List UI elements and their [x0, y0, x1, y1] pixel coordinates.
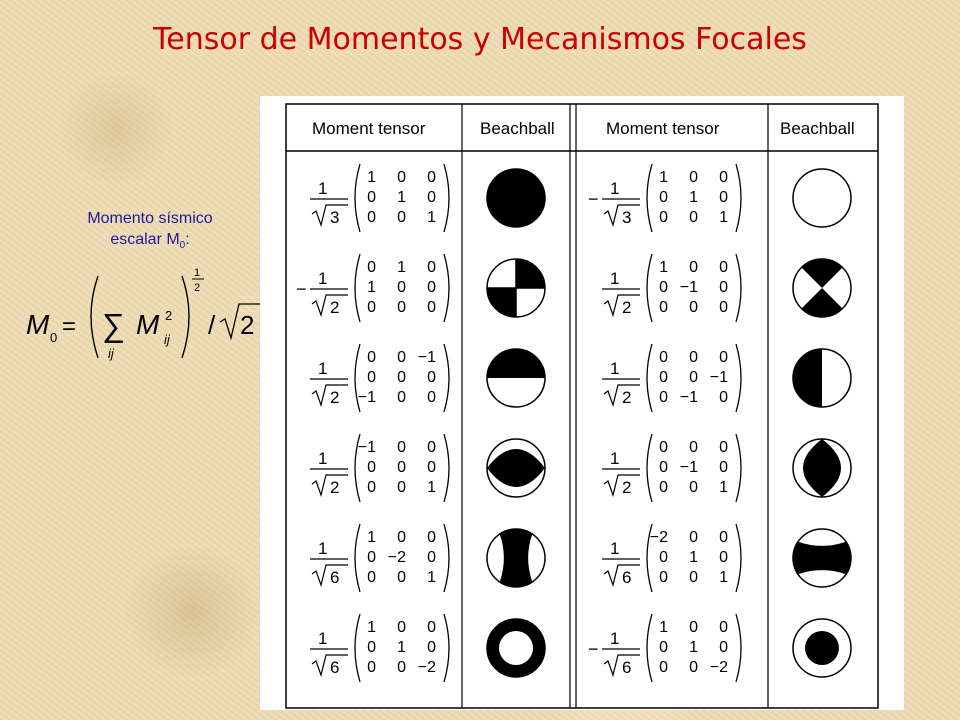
right-fraction-numerator-3: 1: [610, 359, 620, 378]
left-matrix-cell-3-2-3: 0: [427, 369, 436, 386]
right-matrix-cell-5-2-3: 0: [719, 549, 728, 566]
left-fraction-numerator-6: 1: [318, 629, 328, 648]
left-matrix-cell-2-3-3: 0: [427, 299, 436, 316]
right-matrix-cell-2-1-1: 1: [659, 259, 668, 276]
left-matrix-cell-2-3-2: 0: [397, 299, 406, 316]
formula-exponent-denominator: 2: [194, 282, 201, 294]
right-matrix-cell-2-2-2: −1: [679, 279, 698, 296]
right-matrix-cell-1-1-2: 0: [689, 169, 698, 186]
left-beachball-2-upper-right-quadrant: [516, 259, 545, 288]
formula-sum-index: ij: [108, 346, 114, 361]
formula-m-superscript: 2: [165, 308, 173, 323]
left-fraction-numerator-3: 1: [318, 359, 328, 378]
right-matrix-right-bracket-3: [736, 344, 741, 412]
right-matrix-cell-2-1-2: 0: [689, 259, 698, 276]
left-beachball-1-disc: [487, 169, 545, 227]
right-matrix-cell-5-1-3: 0: [719, 529, 728, 546]
right-matrix-cell-6-1-1: 1: [659, 619, 668, 636]
moment-label-line2-text: escalar M: [110, 231, 180, 248]
formula-sqrt-argument: 2: [240, 310, 255, 340]
formula-m-ij-subscript: ij: [164, 332, 170, 347]
left-matrix-cell-1-2-3: 0: [427, 189, 436, 206]
left-matrix-cell-4-1-1: −1: [357, 439, 376, 456]
left-matrix-cell-3-3-1: −1: [357, 389, 376, 406]
right-matrix-cell-5-1-1: −2: [649, 529, 668, 546]
left-matrix-right-bracket-3: [444, 344, 449, 412]
left-matrix-left-bracket-6: [355, 614, 360, 682]
left-matrix-cell-5-2-3: 0: [427, 549, 436, 566]
left-beachball-1: [487, 169, 545, 227]
right-matrix-cell-2-1-3: 0: [719, 259, 728, 276]
left-matrix-cell-3-2-2: 0: [397, 369, 406, 386]
left-matrix-cell-5-2-1: 0: [367, 549, 376, 566]
right-sqrt-argument-4: 2: [622, 478, 632, 497]
left-matrix-cell-1-3-3: 1: [427, 209, 436, 226]
right-matrix-cell-1-2-1: 0: [659, 189, 668, 206]
left-sqrt-argument-6: 6: [330, 658, 340, 677]
right-matrix-cell-5-1-2: 0: [689, 529, 698, 546]
left-matrix-cell-1-3-2: 0: [397, 209, 406, 226]
left-beachball-6: [487, 619, 545, 677]
left-matrix-cell-6-3-1: 0: [367, 659, 376, 676]
right-matrix-cell-6-2-1: 0: [659, 639, 668, 656]
formula-sum: ∑: [102, 307, 125, 343]
right-matrix-cell-6-1-3: 0: [719, 619, 728, 636]
right-fraction-numerator-5: 1: [610, 539, 620, 558]
formula-equals: =: [62, 313, 77, 340]
left-matrix-cell-6-1-2: 0: [397, 619, 406, 636]
right-beachball-2: [793, 259, 851, 317]
right-matrix-left-bracket-6: [647, 614, 652, 682]
right-matrix-right-bracket-4: [736, 434, 741, 502]
left-matrix-right-bracket-4: [444, 434, 449, 502]
header-beachball-right: Beachball: [780, 119, 855, 138]
left-matrix-cell-2-2-1: 1: [367, 279, 376, 296]
right-matrix-right-bracket-2: [736, 254, 741, 322]
right-matrix-cell-1-1-3: 0: [719, 169, 728, 186]
left-matrix-right-bracket-5: [444, 524, 449, 592]
right-matrix-cell-6-3-2: 0: [689, 659, 698, 676]
right-matrix-cell-4-1-3: 0: [719, 439, 728, 456]
left-beachball-6-inner-hole: [499, 631, 533, 665]
right-matrix-cell-2-2-3: 0: [719, 279, 728, 296]
right-matrix-cell-2-3-3: 0: [719, 299, 728, 316]
right-tensor-row-6: [588, 614, 741, 682]
left-matrix-cell-2-2-3: 0: [427, 279, 436, 296]
right-matrix-cell-1-2-2: 1: [689, 189, 698, 206]
left-fraction-numerator-5: 1: [318, 539, 328, 558]
right-sqrt-argument-3: 2: [622, 388, 632, 407]
left-tensor-row-3: [310, 344, 449, 412]
left-matrix-cell-5-1-3: 0: [427, 529, 436, 546]
left-matrix-cell-4-2-1: 0: [367, 459, 376, 476]
left-matrix-cell-3-3-2: 0: [397, 389, 406, 406]
left-beachball-5: [487, 529, 545, 587]
left-matrix-cell-4-3-1: 0: [367, 479, 376, 496]
right-matrix-left-bracket-3: [647, 344, 652, 412]
right-matrix-cell-3-3-2: −1: [679, 389, 698, 406]
right-matrix-cell-3-2-3: −1: [709, 369, 728, 386]
right-beachball-4: [793, 439, 851, 497]
left-matrix-cell-3-1-2: 0: [397, 349, 406, 366]
left-matrix-cell-3-2-1: 0: [367, 369, 376, 386]
moment-tensor-table-graphic: [260, 96, 904, 710]
right-matrix-cell-1-3-3: 1: [719, 209, 728, 226]
left-beachball-2-lower-left-quadrant: [487, 288, 516, 317]
left-matrix-cell-4-1-3: 0: [427, 439, 436, 456]
left-tensor-row-4: [310, 434, 449, 502]
formula-m: M: [26, 309, 50, 340]
left-beachball-2: [487, 259, 545, 317]
right-matrix-cell-3-1-3: 0: [719, 349, 728, 366]
left-beachball-5-band: [500, 529, 533, 587]
left-beachball-3: [487, 349, 545, 407]
right-matrix-cell-1-1-1: 1: [659, 169, 668, 186]
right-matrix-cell-4-2-2: −1: [679, 459, 698, 476]
right-beachball-6-center-dot: [805, 631, 839, 665]
left-matrix-cell-5-1-1: 1: [367, 529, 376, 546]
right-matrix-cell-5-2-1: 0: [659, 549, 668, 566]
left-matrix-cell-3-3-3: 0: [427, 389, 436, 406]
right-matrix-cell-5-3-1: 0: [659, 569, 668, 586]
right-matrix-cell-6-3-1: 0: [659, 659, 668, 676]
right-matrix-cell-4-1-1: 0: [659, 439, 668, 456]
right-beachball-3-left-half: [793, 349, 822, 407]
left-matrix-cell-5-3-3: 1: [427, 569, 436, 586]
left-matrix-cell-6-3-3: −2: [417, 659, 436, 676]
left-matrix-right-bracket-2: [444, 254, 449, 322]
moment-label-line1: Momento sísmico: [87, 210, 213, 227]
right-matrix-left-bracket-4: [647, 434, 652, 502]
right-tensor-row-5: [602, 524, 741, 592]
left-tensor-row-1: [310, 164, 449, 232]
moment-label: [40, 208, 260, 256]
left-matrix-cell-2-3-1: 0: [367, 299, 376, 316]
right-beachball-1: [793, 169, 851, 227]
left-sqrt-argument-5: 6: [330, 568, 340, 587]
right-matrix-cell-4-3-1: 0: [659, 479, 668, 496]
left-matrix-cell-1-2-2: 1: [397, 189, 406, 206]
right-matrix-cell-3-3-1: 0: [659, 389, 668, 406]
left-tensor-row-6: [310, 614, 449, 682]
header-moment-tensor-left: Moment tensor: [312, 119, 426, 138]
right-matrix-cell-4-2-1: 0: [659, 459, 668, 476]
formula-m-subscript: 0: [50, 330, 58, 345]
left-matrix-cell-5-2-2: −2: [387, 549, 406, 566]
left-matrix-cell-1-1-2: 0: [397, 169, 406, 186]
right-matrix-cell-6-2-3: 0: [719, 639, 728, 656]
right-fraction-numerator-4: 1: [610, 449, 620, 468]
right-sign-1: −: [588, 189, 599, 209]
right-matrix-cell-4-3-2: 0: [689, 479, 698, 496]
left-matrix-cell-4-3-2: 0: [397, 479, 406, 496]
right-tensor-row-2: [602, 254, 741, 322]
left-tensor-row-5: [310, 524, 449, 592]
right-matrix-cell-4-3-3: 1: [719, 479, 728, 496]
left-matrix-right-bracket-6: [444, 614, 449, 682]
left-matrix-left-bracket-1: [355, 164, 360, 232]
right-sqrt-argument-5: 6: [622, 568, 632, 587]
right-matrix-cell-6-2-2: 1: [689, 639, 698, 656]
right-tensor-row-4: [602, 434, 741, 502]
right-fraction-numerator-2: 1: [610, 269, 620, 288]
left-matrix-cell-2-1-2: 1: [397, 259, 406, 276]
right-matrix-cell-4-2-3: 0: [719, 459, 728, 476]
moment-label-subscript: 0: [179, 240, 186, 252]
right-sqrt-argument-6: 6: [622, 658, 632, 677]
left-matrix-cell-4-2-2: 0: [397, 459, 406, 476]
header-beachball-left: Beachball: [480, 119, 555, 138]
right-beachball-1-disc: [793, 169, 851, 227]
right-matrix-cell-2-2-1: 0: [659, 279, 668, 296]
left-matrix-cell-2-2-2: 0: [397, 279, 406, 296]
left-sqrt-argument-1: 3: [330, 208, 340, 227]
left-fraction-numerator-2: 1: [318, 269, 328, 288]
right-sqrt-argument-1: 3: [622, 208, 632, 227]
left-matrix-cell-6-3-2: 0: [397, 659, 406, 676]
formula-divide: /: [208, 310, 216, 340]
right-matrix-cell-6-1-2: 0: [689, 619, 698, 636]
right-matrix-cell-6-3-3: −2: [709, 659, 728, 676]
right-fraction-numerator-1: 1: [610, 179, 620, 198]
left-matrix-cell-5-3-2: 0: [397, 569, 406, 586]
left-matrix-cell-6-2-2: 1: [397, 639, 406, 656]
left-matrix-cell-2-1-1: 0: [367, 259, 376, 276]
left-matrix-cell-6-2-3: 0: [427, 639, 436, 656]
left-matrix-cell-3-1-1: 0: [367, 349, 376, 366]
formula-exponent-numerator: 1: [194, 267, 201, 279]
left-matrix-cell-4-1-2: 0: [397, 439, 406, 456]
left-matrix-cell-5-1-2: 0: [397, 529, 406, 546]
left-matrix-cell-2-1-3: 0: [427, 259, 436, 276]
right-matrix-cell-5-2-2: 1: [689, 549, 698, 566]
left-matrix-cell-1-2-1: 0: [367, 189, 376, 206]
right-matrix-cell-1-3-2: 0: [689, 209, 698, 226]
left-sqrt-argument-3: 2: [330, 388, 340, 407]
right-matrix-cell-3-3-3: 0: [719, 389, 728, 406]
right-sqrt-argument-2: 2: [622, 298, 632, 317]
moment-tensor-table: [260, 96, 904, 710]
right-matrix-right-bracket-1: [736, 164, 741, 232]
right-matrix-right-bracket-5: [736, 524, 741, 592]
right-sign-6: −: [588, 639, 599, 659]
right-beachball-5-band: [793, 542, 851, 575]
left-matrix-left-bracket-5: [355, 524, 360, 592]
right-matrix-cell-3-1-1: 0: [659, 349, 668, 366]
left-beachball-3-top-half: [487, 349, 545, 378]
slide-title: Tensor de Momentos y Mecanismos Focales: [153, 22, 807, 57]
right-matrix-cell-1-2-3: 0: [719, 189, 728, 206]
right-beachball-6: [793, 619, 851, 677]
right-matrix-cell-3-1-2: 0: [689, 349, 698, 366]
right-matrix-cell-5-3-2: 0: [689, 569, 698, 586]
scalar-moment-formula: [18, 258, 263, 368]
right-matrix-left-bracket-1: [647, 164, 652, 232]
right-matrix-cell-2-3-1: 0: [659, 299, 668, 316]
left-matrix-cell-1-1-1: 1: [367, 169, 376, 186]
left-matrix-cell-1-3-1: 0: [367, 209, 376, 226]
right-matrix-cell-3-2-1: 0: [659, 369, 668, 386]
left-matrix-cell-3-1-3: −1: [417, 349, 436, 366]
moment-label-line2: [40, 229, 260, 256]
left-matrix-cell-6-1-1: 1: [367, 619, 376, 636]
formula-right-paren: [182, 276, 189, 358]
right-matrix-right-bracket-6: [736, 614, 741, 682]
right-matrix-cell-5-3-3: 1: [719, 569, 728, 586]
right-beachball-3: [793, 349, 851, 407]
left-fraction-numerator-1: 1: [318, 179, 328, 198]
right-matrix-left-bracket-2: [647, 254, 652, 322]
left-beachball-4: [487, 439, 545, 497]
left-sqrt-argument-4: 2: [330, 478, 340, 497]
left-matrix-cell-4-2-3: 0: [427, 459, 436, 476]
right-matrix-cell-1-3-1: 0: [659, 209, 668, 226]
right-tensor-row-3: [602, 344, 741, 412]
left-matrix-cell-4-3-3: 1: [427, 479, 436, 496]
moment-label-suffix: :: [185, 231, 190, 248]
left-matrix-cell-1-1-3: 0: [427, 169, 436, 186]
right-matrix-cell-3-2-2: 0: [689, 369, 698, 386]
left-sign-2: −: [296, 279, 307, 299]
left-matrix-cell-6-2-1: 0: [367, 639, 376, 656]
left-fraction-numerator-4: 1: [318, 449, 328, 468]
header-moment-tensor-right: Moment tensor: [606, 119, 720, 138]
left-matrix-cell-6-1-3: 0: [427, 619, 436, 636]
left-sqrt-argument-2: 2: [330, 298, 340, 317]
right-fraction-numerator-6: 1: [610, 629, 620, 648]
left-matrix-right-bracket-1: [444, 164, 449, 232]
left-tensor-row-2: [296, 254, 449, 322]
right-matrix-cell-4-1-2: 0: [689, 439, 698, 456]
right-matrix-cell-2-3-2: 0: [689, 299, 698, 316]
right-beachball-5: [793, 529, 851, 587]
left-matrix-cell-5-3-1: 0: [367, 569, 376, 586]
formula-m-ij: M: [136, 309, 160, 340]
formula-left-paren: [91, 276, 98, 358]
left-matrix-left-bracket-2: [355, 254, 360, 322]
right-tensor-row-1: [588, 164, 741, 232]
